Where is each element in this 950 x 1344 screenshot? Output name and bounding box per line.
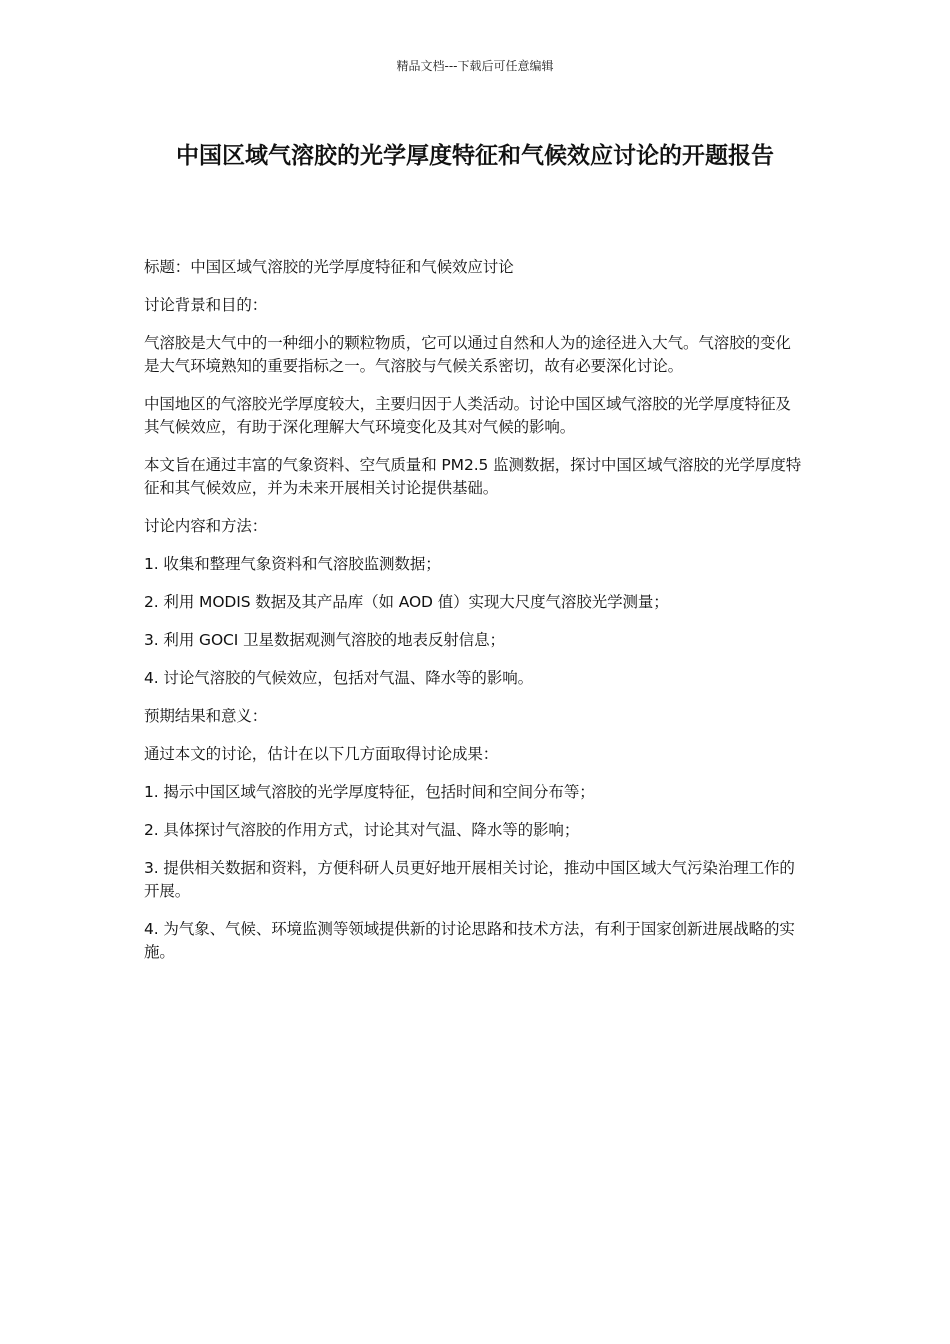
list-item: 4. 为气象、气候、环境监测等领域提供新的讨论思路和技术方法，有利于国家创新进展战略的实施。 — [144, 920, 795, 961]
list-item: 1. 揭示中国区域气溶胶的光学厚度特征，包括时间和空间分布等； — [144, 783, 595, 801]
paragraph: 气溶胶是大气中的一种细小的颗粒物质，它可以通过自然和人为的途径进入大气。气溶胶的变化是大气环境熟知的重要指标之一。气溶胶与气候关系密切，故有必要深化讨论。 — [144, 334, 791, 375]
section-heading-background: 讨论背景和目的： — [144, 296, 268, 314]
document-title: 中国区域气溶胶的光学厚度特征和气候效应讨论的开题报告 — [176, 143, 774, 169]
list-item: 2. 利用 MODIS 数据及其产品库（如 AOD 值）实现大尺度气溶胶光学测量； — [144, 593, 669, 611]
paragraph: 通过本文的讨论，估计在以下几方面取得讨论成果： — [144, 745, 499, 763]
paragraph-title-line: 标题：中国区域气溶胶的光学厚度特征和气候效应讨论 — [144, 258, 514, 276]
list-item: 4. 讨论气溶胶的气候效应，包括对气温、降水等的影响。 — [144, 669, 534, 687]
paragraph: 中国地区的气溶胶光学厚度较大，主要归因于人类活动。讨论中国区域气溶胶的光学厚度特征及其气候效应，有助于深化理解大气环境变化及其对气候的影响。 — [144, 395, 791, 436]
list-item: 3. 提供相关数据和资料，方便科研人员更好地开展相关讨论，推动中国区域大气污染治理工作的开展。 — [144, 859, 795, 900]
list-item: 1. 收集和整理气象资料和气溶胶监测数据； — [144, 555, 441, 573]
page-header: 精品文档---下载后可任意编辑 — [396, 59, 554, 73]
section-heading-methods: 讨论内容和方法： — [144, 517, 268, 535]
paragraph: 本文旨在通过丰富的气象资料、空气质量和 PM2.5 监测数据，探讨中国区域气溶胶的光学厚度特征和其气候效应，并为未来开展相关讨论提供基础。 — [144, 456, 802, 497]
document-body — [144, 256, 806, 979]
list-item: 3. 利用 GOCI 卫星数据观测气溶胶的地表反射信息； — [144, 631, 505, 649]
section-heading-expected-results: 预期结果和意义： — [144, 707, 268, 725]
list-item: 2. 具体探讨气溶胶的作用方式，讨论其对气温、降水等的影响； — [144, 821, 580, 839]
